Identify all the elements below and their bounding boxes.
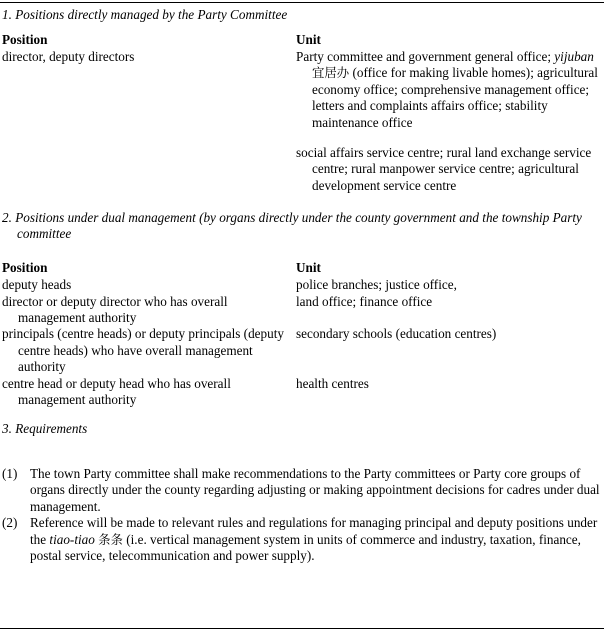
requirements-list bbox=[2, 466, 602, 566]
table-row bbox=[2, 277, 602, 293]
requirement-2-marker: (2) bbox=[2, 515, 18, 531]
section-1-header-unit: Unit bbox=[296, 32, 321, 47]
section-2-title: Positions under dual management (by organs directly under the county government and the township Party committee bbox=[15, 210, 582, 242]
row-4-unit-text: health centres bbox=[296, 375, 369, 391]
row-2-position-text: director or deputy director who has overall management authority bbox=[2, 293, 228, 326]
section-1-column-headers bbox=[2, 32, 602, 48]
table-row bbox=[2, 326, 602, 375]
section-1-row-1-position: director, deputy directors bbox=[2, 49, 135, 64]
section-3-head-gap bbox=[2, 446, 602, 466]
requirement-2-text-pre: Reference will be made to relevant rules and regulations for managing principal and deputy positions under the bbox=[30, 515, 598, 547]
section-2-row-4-unit bbox=[296, 376, 602, 409]
unit-block-1-lead: Party committee and government general office; bbox=[296, 49, 551, 64]
section-2-row-1-unit bbox=[296, 277, 602, 293]
unit-block-1-rest: (office for making livable homes); agricultural economy office; comprehensive management office; letters and complaints affairs office; stability maintenance office bbox=[312, 65, 598, 130]
section-2-column-headers bbox=[2, 260, 602, 276]
section-2-row-3-position bbox=[2, 326, 296, 375]
section-2-head-gap bbox=[2, 251, 602, 260]
section-gap-2 bbox=[2, 409, 602, 421]
unit-block-gap bbox=[296, 131, 602, 145]
requirement-2-text-post: (i.e. vertical management system in units of commerce and industry, taxation, finance, postal service, telecommunication and power supply). bbox=[30, 531, 581, 564]
section-1-heading bbox=[2, 7, 602, 23]
requirement-1-marker: (1) bbox=[2, 465, 18, 481]
requirement-2-cjk: 条条 bbox=[98, 531, 123, 547]
requirement-2-italic: tiao-tiao bbox=[49, 531, 95, 547]
unit-block-1 bbox=[296, 49, 602, 131]
section-2-row-1-position bbox=[2, 277, 296, 293]
section-2-table bbox=[2, 277, 602, 408]
unit-block-1-cjk: 宜居办 bbox=[312, 65, 350, 81]
unit-block-2: social affairs service centre; rural land exchange service centre; rural manpower service centre; agricultural development service centre bbox=[296, 145, 592, 193]
document-content bbox=[2, 7, 602, 565]
section-2-row-3-unit bbox=[296, 326, 602, 375]
section-3-heading bbox=[2, 421, 602, 437]
section-2-row-2-unit bbox=[296, 294, 602, 327]
bottom-divider bbox=[0, 628, 604, 629]
table-row bbox=[2, 376, 602, 409]
row-4-position-text: centre head or deputy head who has overall management authority bbox=[2, 375, 231, 408]
row-2-unit-text: land office; finance office bbox=[296, 293, 433, 309]
list-item bbox=[2, 515, 602, 565]
section-1-number: 1. bbox=[2, 7, 12, 22]
row-1-unit-text: police branches; justice office, bbox=[296, 277, 457, 293]
section-2-header-unit: Unit bbox=[296, 260, 321, 276]
row-3-position-text: principals (centre heads) or deputy principals (deputy centre heads) who have overall management authority bbox=[2, 326, 284, 375]
table-row bbox=[2, 49, 602, 194]
requirement-2-text bbox=[30, 515, 602, 565]
section-3-number: 3. bbox=[2, 420, 12, 436]
list-item bbox=[2, 466, 602, 516]
section-2-header-position: Position bbox=[2, 260, 48, 276]
section-2-row-2-position bbox=[2, 294, 296, 327]
row-3-unit-text: secondary schools (education centres) bbox=[296, 326, 497, 342]
unit-block-1-italic: yijuban bbox=[554, 49, 594, 64]
section-1-row-1-unit bbox=[296, 49, 602, 194]
section-1-table bbox=[2, 49, 602, 194]
section-1-header-position: Position bbox=[2, 32, 48, 47]
section-2-row-4-position bbox=[2, 376, 296, 409]
section-2-number: 2. bbox=[2, 210, 12, 226]
section-gap-1 bbox=[2, 194, 602, 210]
section-3-title: Requirements bbox=[15, 420, 88, 436]
section-2-heading bbox=[2, 210, 602, 242]
row-1-position-text: deputy heads bbox=[2, 277, 72, 293]
section-1-title: Positions directly managed by the Party Committee bbox=[15, 7, 288, 22]
requirement-1-text: The town Party committee shall make recommendations to the Party committees or Party core groups of organs directly under the county regarding adjusting or making appointment decisions for cadres under dual management. bbox=[30, 465, 600, 514]
table-row bbox=[2, 294, 602, 327]
top-divider bbox=[0, 2, 604, 3]
